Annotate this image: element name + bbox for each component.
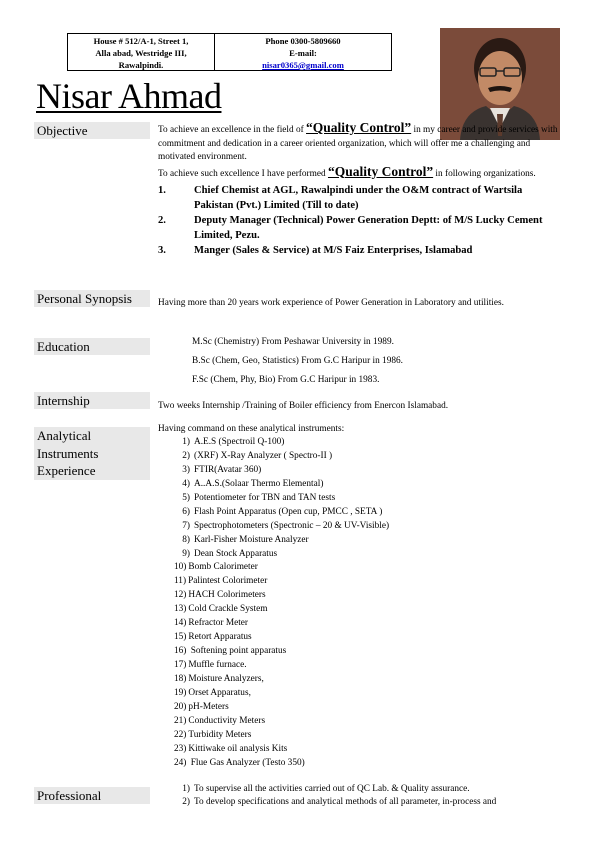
list-item: 7) Spectrophotometers (Spectronic – 20 & UV-Visible) [182,520,390,531]
list-item: 16) Softening point apparatus [174,646,287,657]
email-label: E-mail: [289,48,317,58]
section-label-personal-synopsis: Personal Synopsis [34,290,150,307]
list-item: 9) Dean Stock Apparatus [182,548,278,559]
list-item: 12) HACH Colorimeters [174,590,266,601]
list-item: F.Sc (Chem, Phy, Bio) From G.C Haripur in 1983. [192,374,380,385]
list-item: 2. Deputy Manager (Technical) Power Generation Deptt: of M/S Lucky Cement Limited, Pezu. [158,215,543,241]
list-item: 20) pH-Meters [174,701,229,712]
list-item: 22) Turbidity Meters [174,729,252,740]
list-item: 2) (XRF) X-Ray Analyzer ( Spectro-II ) [182,450,333,461]
professional-list [158,783,558,809]
candidate-name: Nisar Ahmad [36,76,222,116]
address-line: Alla abad, Westridge III, [95,48,187,58]
list-item: 19) Orset Apparatus, [174,687,251,698]
list-item: 1) A.E.S (Spectroil Q-100) [182,437,285,447]
list-item: 14) Refractor Meter [174,618,249,629]
quality-control-highlight: “Quality Control” [306,120,412,135]
education-list [176,333,556,390]
email-link[interactable]: nisar0365@gmail.com [262,60,344,70]
quality-control-highlight: “Quality Control” [327,163,434,179]
internship-text: Two weeks Internship /Training of Boiler efficiency from Enercon Islamabad. [158,401,449,411]
list-item: B.Sc (Chem, Geo, Statistics) From G.C Haripur in 1986. [192,355,403,366]
list-item: 23) Kittiwake oil analysis Kits [174,743,288,754]
objective-content [158,121,558,258]
list-item: 15) Retort Apparatus [174,632,252,643]
synopsis-text: Having more than 20 years work experience of Power Generation in Laboratory and utilities. [158,298,504,308]
list-item: 21) Conductivity Meters [174,715,266,726]
address-cell [68,34,215,70]
address-line: Rawalpindi. [118,60,164,70]
objective-paragraph: To achieve an excellence in the field of “Quality Control” in my career and provide services with commitment and dedication in a career oriented organization, which will offer me a challenging and motivated environment. [158,120,558,162]
section-label-analytical-instruments: Analytical Instruments Experience [34,427,150,480]
section-label-education: Education [34,338,150,355]
list-item: M.Sc (Chemistry) From Peshawar University in 1989. [192,336,394,347]
list-item: 13) Cold Crackle System [174,604,268,615]
list-item: 6) Flash Point Apparatus (Open cup, PMCC , SETA ) [182,506,383,517]
list-item: 4) A..A.S.(Solaar Thermo Elemental) [182,478,324,489]
list-item: 17) Muffle furnace. [174,660,247,670]
analytical-intro: Having command on these analytical instruments: [158,424,345,434]
list-item: 3) FTIR(Avatar 360) [182,464,262,475]
section-label-internship: Internship [34,392,150,409]
section-label-objective: Objective [34,122,150,139]
list-item: 11) Palintest Colorimeter [174,576,268,587]
list-item: 3. Manger (Sales & Service) at M/S Faiz Enterprises, Islamabad [158,245,473,256]
list-item: 18) Moisture Analyzers, [174,673,264,684]
list-item: 1. Chief Chemist at AGL, Rawalpindi under the O&M contract of Wartsila Pakistan (Pvt.) Limited (Till to date) [158,185,523,211]
list-item: 24) Flue Gas Analyzer (Testo 350) [174,757,305,768]
instrument-list [158,436,558,771]
section-label-professional: Professional [34,787,150,804]
list-item: 10) Bomb Calorimeter [174,562,258,573]
objective-paragraph-2: To achieve such excellence I have performed “Quality Control” in following organizations. [158,163,536,179]
address-line: House # 512/A-1, Street 1, [93,36,189,46]
list-item: 5) Potentiometer for TBN and TAN tests [182,492,336,503]
list-item: 2) To develop specifications and analytical methods of all parameter, in-process and [182,797,497,807]
list-item: 1) To supervise all the activities carried out of QC Lab. & Quality assurance. [182,784,470,794]
phone-email-cell [215,34,391,70]
contact-table [67,33,392,71]
list-item: 8) Karl-Fisher Moisture Analyzer [182,534,309,545]
phone-number: Phone 0300-5809660 [265,36,341,46]
employment-list [158,183,558,258]
